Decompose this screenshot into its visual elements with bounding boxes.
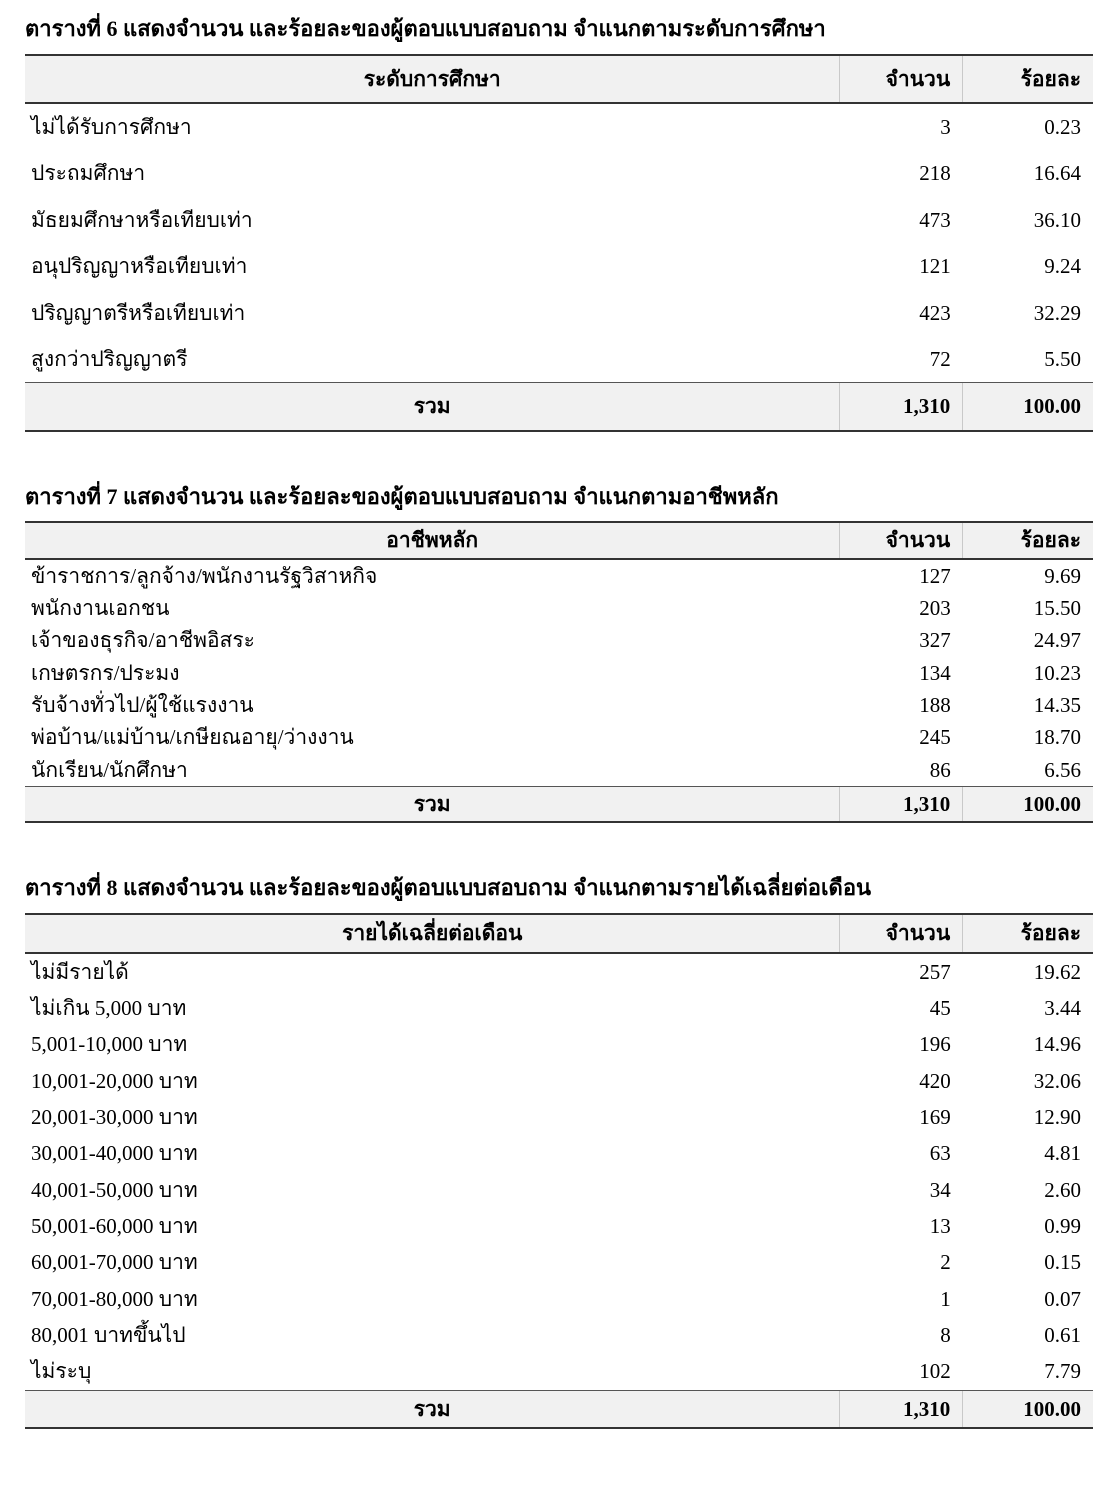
table-section-education — [25, 14, 1093, 432]
total-count: 1,310 — [840, 383, 963, 431]
row-percent-cell: 0.23 — [963, 103, 1093, 150]
row-category-cell: พนักงานเอกชน — [25, 592, 840, 624]
row-category-cell: ประถมศึกษา — [25, 150, 840, 196]
row-category-cell: ไม่ระบุ — [25, 1353, 840, 1390]
table-row — [25, 1281, 1093, 1317]
row-percent-cell: 7.79 — [963, 1353, 1093, 1390]
row-percent-cell: 14.35 — [963, 689, 1093, 721]
total-percent: 100.00 — [963, 787, 1093, 823]
row-count-cell: 127 — [840, 559, 963, 592]
row-category-cell: ปริญญาตรีหรือเทียบเท่า — [25, 290, 840, 336]
row-category-cell: 80,001 บาทขึ้นไป — [25, 1317, 840, 1353]
row-percent-cell: 36.10 — [963, 197, 1093, 243]
row-count-cell: 1 — [840, 1281, 963, 1317]
table-title: ตารางที่ 6 แสดงจำนวน และร้อยละของผู้ตอบแบบสอบถาม จำแนกตามระดับการศึกษา — [25, 16, 826, 41]
table-row — [25, 103, 1093, 150]
column-header-percent: ร้อยละ — [963, 914, 1093, 952]
row-percent-cell: 32.29 — [963, 290, 1093, 336]
total-count: 1,310 — [840, 787, 963, 823]
table-row — [25, 290, 1093, 336]
row-count-cell: 86 — [840, 754, 963, 787]
table-row — [25, 336, 1093, 383]
table-row — [25, 197, 1093, 243]
table-row — [25, 1172, 1093, 1208]
table-row — [25, 624, 1093, 656]
table-row — [25, 990, 1093, 1026]
total-row — [25, 787, 1093, 823]
table-row — [25, 1353, 1093, 1390]
row-category-cell: 40,001-50,000 บาท — [25, 1172, 840, 1208]
row-percent-cell: 24.97 — [963, 624, 1093, 656]
row-category-cell: สูงกว่าปริญญาตรี — [25, 336, 840, 383]
total-label: รวม — [25, 1390, 840, 1428]
column-header-percent: ร้อยละ — [963, 522, 1093, 558]
row-percent-cell: 0.15 — [963, 1244, 1093, 1280]
table-row — [25, 1208, 1093, 1244]
row-percent-cell: 32.06 — [963, 1063, 1093, 1099]
column-header-percent: ร้อยละ — [963, 55, 1093, 103]
row-count-cell: 3 — [840, 103, 963, 150]
row-category-cell: ไม่มีรายได้ — [25, 953, 840, 990]
row-category-cell: 50,001-60,000 บาท — [25, 1208, 840, 1244]
table-section-occupation — [25, 482, 1093, 824]
row-count-cell: 245 — [840, 721, 963, 753]
table-body — [25, 103, 1093, 383]
table-row — [25, 1135, 1093, 1171]
row-percent-cell: 9.24 — [963, 243, 1093, 289]
total-percent: 100.00 — [963, 383, 1093, 431]
total-row — [25, 1390, 1093, 1428]
row-category-cell: เกษตรกร/ประมง — [25, 657, 840, 689]
row-count-cell: 72 — [840, 336, 963, 383]
row-category-cell: เจ้าของธุรกิจ/อาชีพอิสระ — [25, 624, 840, 656]
column-header-category: ระดับการศึกษา — [25, 55, 840, 103]
table-row — [25, 150, 1093, 196]
header-row — [25, 55, 1093, 103]
row-category-cell: พ่อบ้าน/แม่บ้าน/เกษียณอายุ/ว่างงาน — [25, 721, 840, 753]
column-header-count: จำนวน — [840, 55, 963, 103]
row-count-cell: 423 — [840, 290, 963, 336]
header-row — [25, 522, 1093, 558]
row-percent-cell: 4.81 — [963, 1135, 1093, 1171]
row-count-cell: 257 — [840, 953, 963, 990]
row-count-cell: 45 — [840, 990, 963, 1026]
table-row — [25, 592, 1093, 624]
row-count-cell: 196 — [840, 1026, 963, 1062]
table-row — [25, 559, 1093, 592]
table-row — [25, 953, 1093, 990]
row-category-cell: อนุปริญญาหรือเทียบเท่า — [25, 243, 840, 289]
row-count-cell: 121 — [840, 243, 963, 289]
income-table — [25, 913, 1093, 1429]
row-count-cell: 203 — [840, 592, 963, 624]
total-percent: 100.00 — [963, 1390, 1093, 1428]
table-section-income — [25, 873, 1093, 1429]
header-row — [25, 914, 1093, 952]
row-percent-cell: 14.96 — [963, 1026, 1093, 1062]
total-label: รวม — [25, 383, 840, 431]
row-count-cell: 13 — [840, 1208, 963, 1244]
row-category-cell: 30,001-40,000 บาท — [25, 1135, 840, 1171]
row-percent-cell: 5.50 — [963, 336, 1093, 383]
row-percent-cell: 0.99 — [963, 1208, 1093, 1244]
occupation-table — [25, 521, 1093, 823]
row-count-cell: 473 — [840, 197, 963, 243]
row-count-cell: 2 — [840, 1244, 963, 1280]
total-count: 1,310 — [840, 1390, 963, 1428]
row-count-cell: 102 — [840, 1353, 963, 1390]
table-row — [25, 689, 1093, 721]
row-count-cell: 420 — [840, 1063, 963, 1099]
row-count-cell: 327 — [840, 624, 963, 656]
row-percent-cell: 19.62 — [963, 953, 1093, 990]
row-percent-cell: 2.60 — [963, 1172, 1093, 1208]
row-count-cell: 134 — [840, 657, 963, 689]
column-header-category: รายได้เฉลี่ยต่อเดือน — [25, 914, 840, 952]
table-body — [25, 953, 1093, 1391]
row-percent-cell: 18.70 — [963, 721, 1093, 753]
table-title: ตารางที่ 7 แสดงจำนวน และร้อยละของผู้ตอบแบบสอบถาม จำแนกตามอาชีพหลัก — [25, 483, 779, 509]
table-row — [25, 243, 1093, 289]
row-count-cell: 34 — [840, 1172, 963, 1208]
table-row — [25, 1317, 1093, 1353]
row-percent-cell: 16.64 — [963, 150, 1093, 196]
table-row — [25, 1099, 1093, 1135]
row-percent-cell: 0.07 — [963, 1281, 1093, 1317]
row-category-cell: นักเรียน/นักศึกษา — [25, 754, 840, 787]
row-count-cell: 8 — [840, 1317, 963, 1353]
table-row — [25, 1026, 1093, 1062]
education-table — [25, 54, 1093, 432]
column-header-count: จำนวน — [840, 914, 963, 952]
row-category-cell: 20,001-30,000 บาท — [25, 1099, 840, 1135]
row-count-cell: 218 — [840, 150, 963, 196]
row-category-cell: 60,001-70,000 บาท — [25, 1244, 840, 1280]
row-category-cell: 5,001-10,000 บาท — [25, 1026, 840, 1062]
row-category-cell: 70,001-80,000 บาท — [25, 1281, 840, 1317]
total-label: รวม — [25, 787, 840, 823]
row-category-cell: รับจ้างทั่วไป/ผู้ใช้แรงงาน — [25, 689, 840, 721]
row-percent-cell: 0.61 — [963, 1317, 1093, 1353]
column-header-count: จำนวน — [840, 522, 963, 558]
row-percent-cell: 10.23 — [963, 657, 1093, 689]
row-percent-cell: 12.90 — [963, 1099, 1093, 1135]
row-percent-cell: 3.44 — [963, 990, 1093, 1026]
row-count-cell: 188 — [840, 689, 963, 721]
table-row — [25, 754, 1093, 787]
table-body — [25, 559, 1093, 787]
row-percent-cell: 9.69 — [963, 559, 1093, 592]
table-row — [25, 1063, 1093, 1099]
row-category-cell: มัธยมศึกษาหรือเทียบเท่า — [25, 197, 840, 243]
row-category-cell: 10,001-20,000 บาท — [25, 1063, 840, 1099]
row-category-cell: ข้าราชการ/ลูกจ้าง/พนักงานรัฐวิสาหกิจ — [25, 559, 840, 592]
row-category-cell: ไม่เกิน 5,000 บาท — [25, 990, 840, 1026]
row-count-cell: 63 — [840, 1135, 963, 1171]
table-title: ตารางที่ 8 แสดงจำนวน และร้อยละของผู้ตอบแบบสอบถาม จำแนกตามรายได้เฉลี่ยต่อเดือน — [25, 875, 872, 901]
row-percent-cell: 6.56 — [963, 754, 1093, 787]
table-row — [25, 1244, 1093, 1280]
row-category-cell: ไม่ได้รับการศึกษา — [25, 103, 840, 150]
table-row — [25, 657, 1093, 689]
column-header-category: อาชีพหลัก — [25, 522, 840, 558]
row-percent-cell: 15.50 — [963, 592, 1093, 624]
row-count-cell: 169 — [840, 1099, 963, 1135]
table-row — [25, 721, 1093, 753]
total-row — [25, 383, 1093, 431]
